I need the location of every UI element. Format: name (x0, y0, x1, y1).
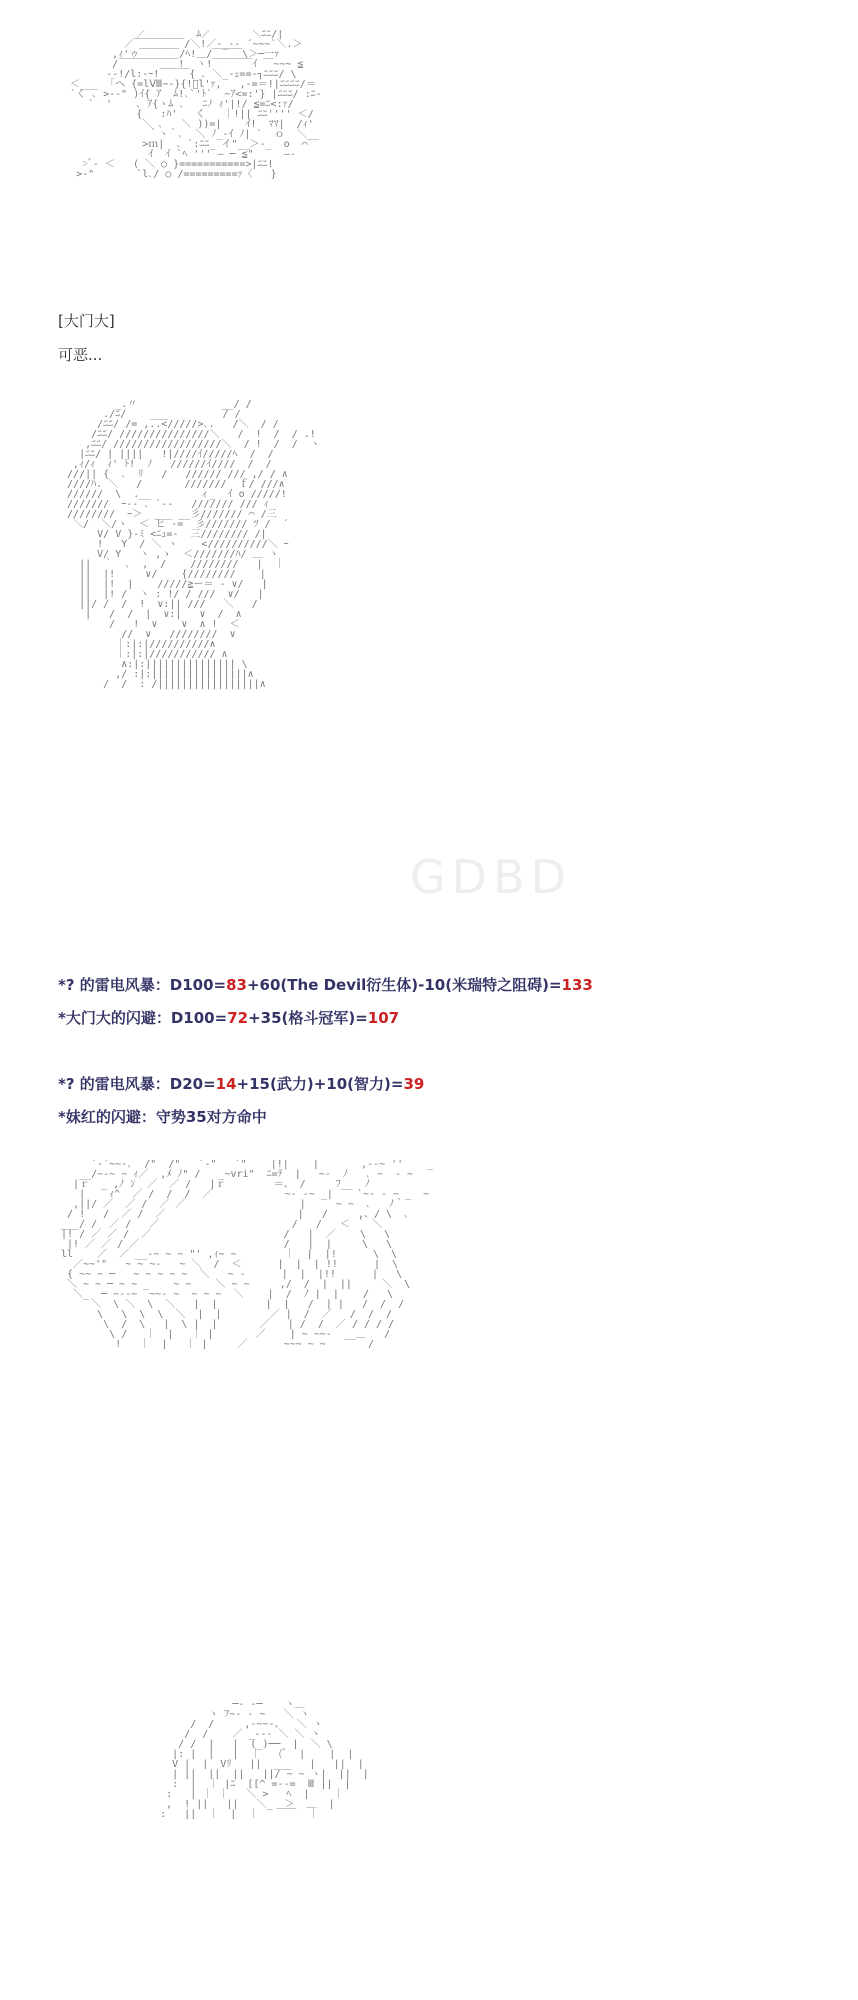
ascii-art-panel-2: _.〃 __/ / ./ﾆ/ ___ / / /ﾆﾆ/ /= ,..</////>､. /＼ / / /ﾆﾆ/ ///////////////＼ / ! / / .! ,ﾆﾆ/ //////////////////＼ / ! / / ヽ |ﾆﾆ/ | |||| !|////ｲ/////ﾍ / / ,ｨ/ｨ ｨ' ﾄ! ﾉ //////ｲ//// / / ///|| { ､ ﾘ / ////// /// ,/ / ∧ ////ﾊ. ＼ / /////// ｆ/ ///∧ ////// \ .__ ィ_ ｲ o /////! /////// ｰ-- ､ `-- /////// /// ｨ //////// ｰ＞ ___ __彡/////// ⌒ /三 ＼/ ＼/ヽ ＜ ヒ ‐= 彡/////// ﾂ / ´ V/ V }-ﾐ <ﾆｭ=- 三//////// /| ! Y / ＼ ヽ <//////////＼ ｰ V/ Y ヽ ,ゝ ＜///////ﾊ/ ＿ ヽ || ｀ ､ , / //////// | ｜ || |! ∨/ {//////// | || |! | /////≧ー＝ - ∨/ | || |! / ヽ : !/ / /// ∨/ | ||/ / / ! ∨:|| /// ＼ / | / / | ∨:| ∨ / ∧ / ! ∨ ∨ ∧ ! ＜ // ∨ //////// ∨ ｜:|:|//////////∧ ｜:|:|/////////// ∧ ∧:|:||||||||||||||| \ ,/ :|:||||||||||||||||∧ / / : /|||||||||||||||||∧ (67, 400, 320, 690)
dialogue-line: 可恶... (58, 346, 103, 364)
roll-3-modifiers: +15(武力)+10(智力)= (236, 1075, 404, 1093)
roll-1-total: 133 (561, 976, 593, 994)
roll-2-prefix: *大门大的闪避：D100= (58, 1009, 228, 1027)
roll-2-modifiers: +35(格斗冠军)= (248, 1009, 368, 1027)
roll-line-2 (58, 1007, 399, 1028)
roll-2-dice: 72 (227, 1009, 249, 1027)
ascii-art-panel-1: ／￣￣￣￣￣ﾑ／￣￣￣￣＼ﾆﾆ/| ／￣￣￣￣￣/＼!／-_-- ´~~~`＼.＞ ,ｨ'ゥ￣￣￣￣/ﾍ!＿/￣￣￣\＞─一ｧ /￣￣￣￣￣￣! ヽ!￣￣￣￣ｲ ￣~~~ ≦ -‐!/l:-ｰ!￣￣￣{ ､ ＼_-ｪ==‐┐ﾆﾆﾆ/ \ ＜___ ｢ヘ {=lⅧ−-}{!ﾞl'ｧ, ,-=＝!|ﾆﾆﾆﾆ/＝ `く ､ >-‐" )ｲ{ ｱ ﾑ!､`'ﾄ` ~ｱ<=:'} |ﾆﾆﾆ/ :ﾆ- ` ' ､ ｱ{ヽﾑ ､ ﾆﾉ ｨ'|!/ ≦=ﾆ<:ｧ/ { :ﾊ' く ｜!|| ﾆﾆ'''' ＜/ ＼ ､ ＼ ))=| ｲ! ﾏﾏ| /ｨ' ｀ヽ｀､ ＼ ﾉ_-ｲ ﾉ| ` ｏ ＼__ >ｍ| ､ `:ﾆﾆ_ イ"__＞-_ o ⌒ ｲ ｲ `ﾍ ''' ― ─ ≦" ―‐ >ﾞ‐ ＜ ( ＼ ○ }===========>|ﾆﾆ! >‐" `l､/ ○ /=========ｧ〈 } (70, 30, 322, 180)
roll-2-total: 107 (367, 1009, 400, 1027)
roll-1-prefix: *? 的雷电风暴：D100= (58, 976, 227, 994)
roll-outcome-line: *妹红的闪避：守势35对方命中 (58, 1108, 267, 1126)
roll-3-total: 39 (403, 1075, 425, 1093)
watermark: GDBD (410, 850, 573, 904)
ascii-art-panel-4: ─‐ ‐─ ｀ヽ＿ ヽ ﾌ~‐ ‐ ~ ＼ ヽ / / ,‐~~‐、 ＼ ヽ / / ／ _--- ＼ ＼ ヽ / / | | (_)── | ＼ \ |: | | | ｜ (ﾞ | | | V | | Vﾘ || ___ | || | | || || || ||/ ~ ~ ヽ| || | : | ｜ |ﾆ [[^ =--= Ⅲ || | : | ｜ ｜ ＼ > ﾍ | ｜ , ! || || ＼_ ＞ ＿ | : || ｜ | ｜ ￣￣ ｜ (160, 1700, 369, 1820)
roll-3-prefix: *? 的雷电风暴：D20= (58, 1075, 216, 1093)
speaker-label: [大门大] (58, 312, 115, 330)
roll-1-dice: 83 (226, 976, 247, 994)
roll-line-1 (58, 974, 593, 995)
roll-3-dice: 14 (215, 1075, 237, 1093)
ascii-art-panel-3: `-`~~‐､ /" /" `-" `" |!| | ,--~ '' _ __/~‐~ ~ ｨ／ ,ﾒ ﾉ" / _~vri" ﾆ=ﾃ | ~‐ ﾉ ､ ~ ‐ ~ |ｒ _ ,ﾉ ﾝ ／ ／ / |ｒ ＝、 / ﾌ__ ﾉ | ｨ^ ／ / / / ／ ~‐ ‐~ _| `~‐ ‐ ~ _ ~ ,||/ ／ ／ / ／ ／ | ~ ~ ､ ﾉ｀ / ! / ／ / ／ | / ,、/ \ ､ ___/ / ／ / ／ / / ＜ ｀ ＼ |! / ／ ／ / ／ / | ／ \ \ |! ／ ／ / ／ / | | \ \ ll ／ ／ __‐~ ~ ~ "' ,ｨ~ ~ ｜ | |! \ \ ／~~'" ~ ~ ~‐ ~ ＼ / ＜ | | | !! | \ { ~~ ~ ─ ~ ~ ~ ~ ~ ＼ ~ ‐ | | |!! | \ ＼ ~ ~ ─ ~ ~ _ ~ ~ ＼ ~ ~ ,/ / | || ＼ \ ＼_ ─ ~‐‐~ ~~‐ ~ ~ ~ ~ ＼ | / ﾉ | | / \ ＼ \ ＼ \ ＼ | | | | / | | / / / \ \ \ \ ＼ | | ／ | / ／ / / / \ / \ | \ | | ／ | / / ／ / / / / \ / ｜ | ｜ | ／ | ~ ~~‐ __＿ / ! ｜ | ｜ | ／ ~~~ ~ ~ / (61, 1160, 434, 1350)
roll-line-3 (58, 1073, 424, 1094)
roll-1-modifiers: +60(The Devil衍生体)-10(米瑞特之阻碍)= (246, 976, 562, 994)
